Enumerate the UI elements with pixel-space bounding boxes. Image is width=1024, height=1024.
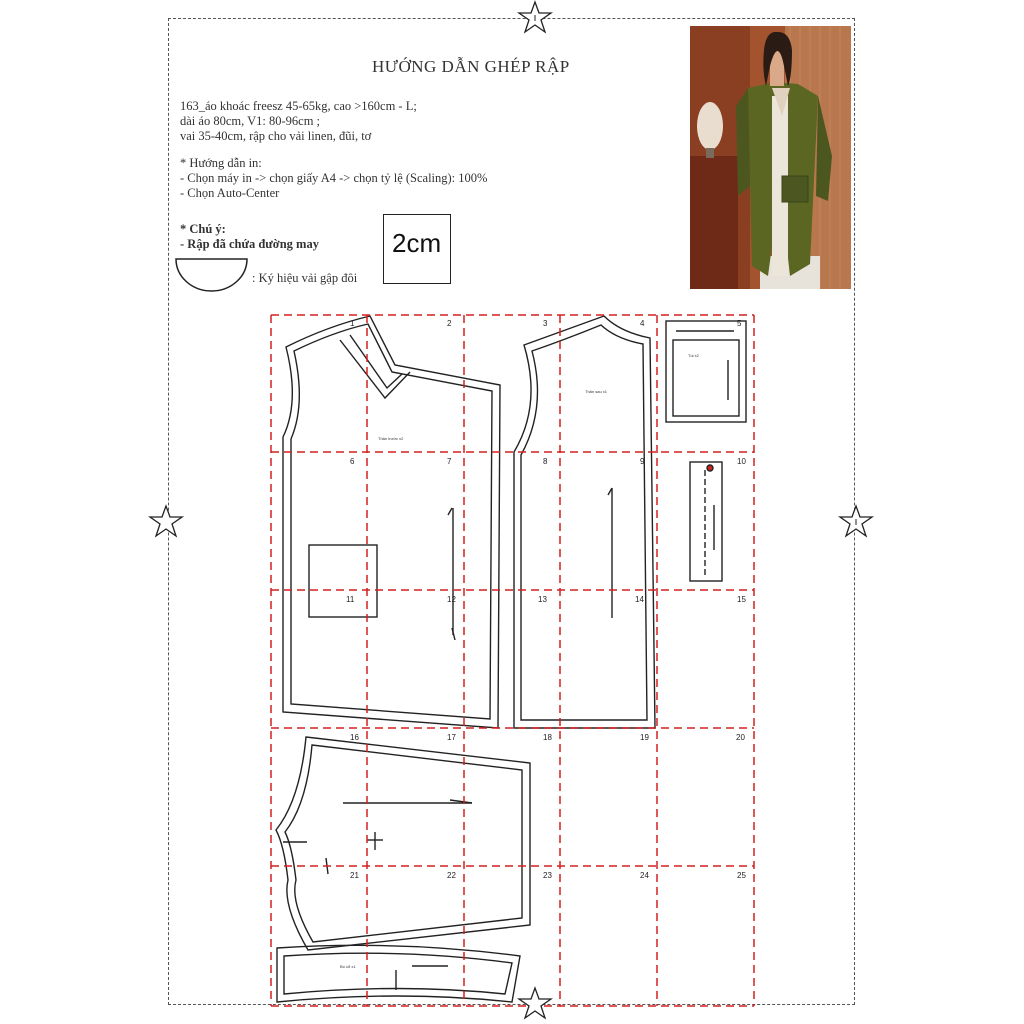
- scale-reference-label: 2cm: [392, 228, 442, 258]
- svg-text:Túi x2: Túi x2: [688, 353, 699, 358]
- tile-number: 19: [640, 733, 649, 742]
- sleeve-piece: [276, 737, 530, 950]
- back-bodice-piece: [514, 316, 655, 728]
- tile-number: 9: [640, 457, 645, 466]
- tile-number: 16: [350, 733, 359, 742]
- svg-text:Bo cổ x1: Bo cổ x1: [340, 964, 356, 969]
- front-bodice-piece: [283, 316, 500, 728]
- tile-number: 21: [350, 871, 359, 880]
- facing-strip-piece: [690, 462, 722, 581]
- product-line-2: dài áo 80cm, V1: 80-96cm ;: [180, 114, 321, 128]
- tile-number: 23: [543, 871, 552, 880]
- note-heading: * Chú ý:: [180, 222, 226, 236]
- alignment-star-bottom-icon: [516, 986, 554, 1022]
- tile-number: 6: [350, 457, 355, 466]
- tile-number: 25: [737, 871, 746, 880]
- tile-number: 24: [640, 871, 649, 880]
- tile-grid: [271, 315, 754, 1006]
- product-line-1: 163_áo khoác freesz 45-65kg, cao >160cm - L;: [180, 99, 417, 113]
- tile-number: 20: [736, 733, 745, 742]
- tile-number: 10: [737, 457, 746, 466]
- pocket-piece: [666, 321, 746, 422]
- tile-number: 2: [447, 319, 452, 328]
- product-line-3: vai 35-40cm, rập cho vải linen, đũi, tơ: [180, 129, 372, 143]
- alignment-star-top-icon: [516, 0, 554, 36]
- print-guide-step-1: - Chọn máy in -> chọn giấy A4 -> chọn tỷ lệ (Scaling): 100%: [180, 171, 488, 185]
- tile-number: 11: [346, 595, 355, 604]
- tile-number: 3: [543, 319, 548, 328]
- note-text: - Rập đã chứa đường may: [180, 237, 319, 251]
- tile-number: 12: [447, 595, 456, 604]
- alignment-star-left-icon: [147, 504, 185, 540]
- tile-number: 17: [447, 733, 456, 742]
- tile-number: 14: [635, 595, 644, 604]
- tile-number: 22: [447, 871, 456, 880]
- tile-number: 4: [640, 319, 645, 328]
- tile-number: 13: [538, 595, 547, 604]
- page-title: HƯỚNG DẪN GHÉP RẬP: [372, 57, 570, 76]
- print-guide-heading: * Hướng dẫn in:: [180, 156, 262, 170]
- tile-number: 18: [543, 733, 552, 742]
- svg-text:Thân trước x2: Thân trước x2: [378, 436, 404, 441]
- svg-text:Thân sau x1: Thân sau x1: [585, 389, 608, 394]
- print-guide-step-2: - Chọn Auto-Center: [180, 186, 280, 200]
- tile-number: 1: [350, 319, 355, 328]
- tile-number: 7: [447, 457, 452, 466]
- fold-symbol-label: : Ký hiệu vải gập đôi: [252, 271, 358, 285]
- alignment-star-right-icon: [837, 504, 875, 540]
- tile-number: 5: [737, 319, 742, 328]
- tile-number: 15: [737, 595, 746, 604]
- collar-band-piece: [277, 945, 520, 1002]
- tile-number: 8: [543, 457, 548, 466]
